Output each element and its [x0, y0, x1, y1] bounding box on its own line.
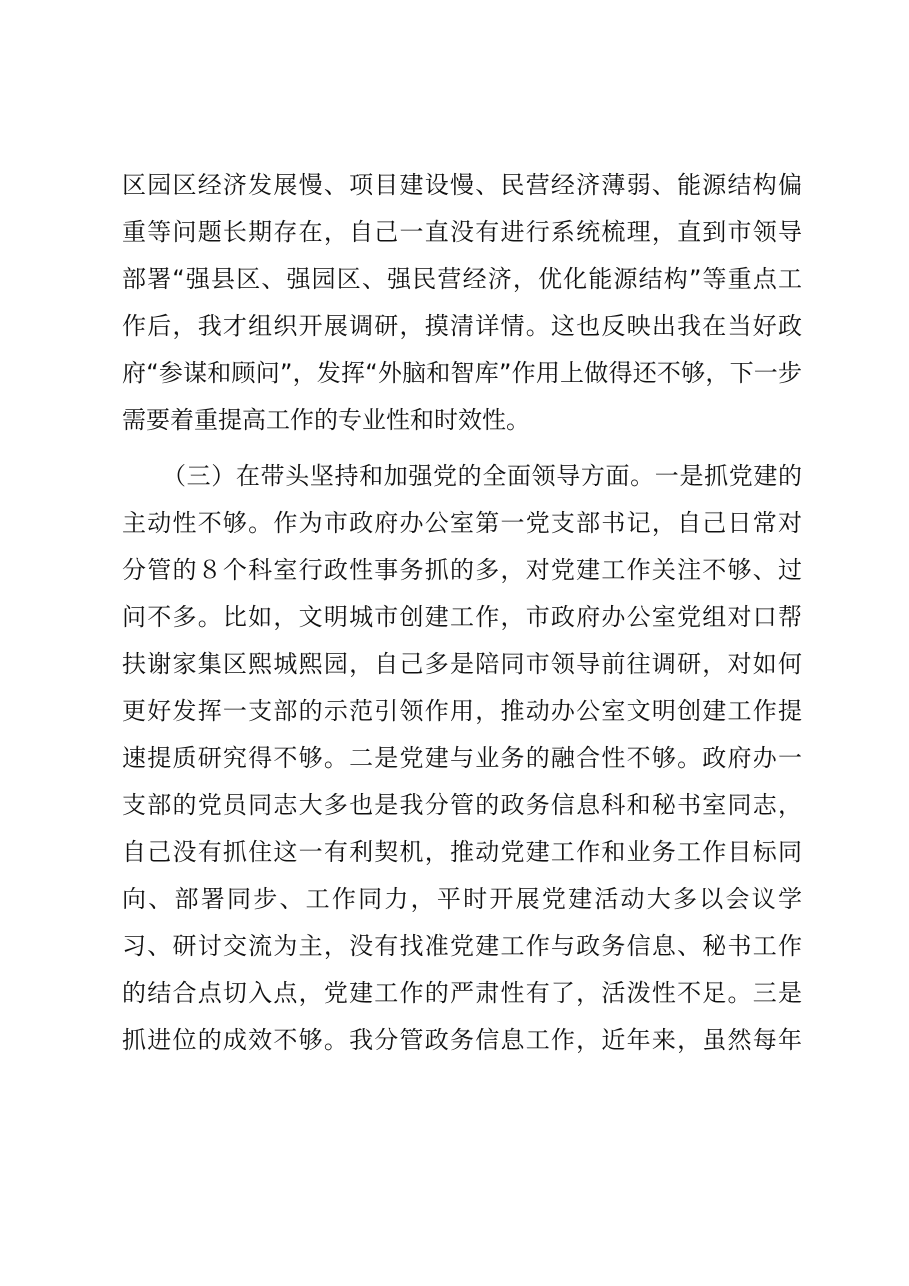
- paragraph-2-line-3: 分管的８个科室行政性事务抓的多，对党建工作关注不够、过: [122, 556, 802, 584]
- paragraph-2-line-10: 向、部署同步、工作同力，平时开展党建活动大多以会议学: [122, 885, 802, 913]
- paragraph-2-line-6: 更好发挥一支部的示范引领作用，推动办公室文明创建工作提: [122, 697, 802, 725]
- paragraph-1-line-1: 区园区经济发展慢、项目建设慢、民营经济薄弱、能源结构偏: [122, 171, 802, 199]
- paragraph-1-line-6: 需要着重提高工作的专业性和时效性。: [122, 406, 530, 434]
- paragraph-2-line-9: 自己没有抓住这一有利契机，推动党建工作和业务工作目标同: [122, 838, 802, 866]
- paragraph-2: [122, 453, 802, 1064]
- paragraph-1: [122, 162, 802, 444]
- paragraph-1-line-2: 重等问题长期存在，自己一直没有进行系统梳理，直到市领导: [122, 218, 802, 246]
- paragraph-2-line-11: 习、研讨交流为主，没有找准党建工作与政务信息、秘书工作: [122, 932, 802, 960]
- paragraph-2-line-5: 扶谢家集区熙城熙园，自己多是陪同市领导前往调研，对如何: [122, 650, 802, 678]
- paragraph-2-line-13: 抓进位的成效不够。我分管政务信息工作，近年来，虽然每年: [122, 1026, 802, 1054]
- paragraph-2-line-7: 速提质研究得不够。二是党建与业务的融合性不够。政府办一: [122, 744, 802, 772]
- paragraph-2-line-12: 的结合点切入点，党建工作的严肃性有了，活泼性不足。三是: [122, 979, 802, 1007]
- paragraph-2-line-1: （三）在带头坚持和加强党的全面领导方面。一是抓党建的: [162, 462, 802, 490]
- paragraph-2-line-2: 主动性不够。作为市政府办公室第一党支部书记，自己日常对: [122, 509, 802, 537]
- paragraph-1-line-4: 作后，我才组织开展调研，摸清详情。这也反映出我在当好政: [122, 312, 802, 340]
- paragraph-1-line-3: 部署“强县区、强园区、强民营经济，优化能源结构”等重点工: [122, 265, 802, 293]
- paragraph-1-line-5: 府“参谋和顾问”，发挥“外脑和智库”作用上做得还不够，下一步: [122, 359, 802, 387]
- paragraph-2-line-4: 问不多。比如，文明城市创建工作，市政府办公室党组对口帮: [122, 603, 802, 631]
- paragraph-2-line-8: 支部的党员同志大多也是我分管的政务信息科和秘书室同志，: [122, 791, 802, 819]
